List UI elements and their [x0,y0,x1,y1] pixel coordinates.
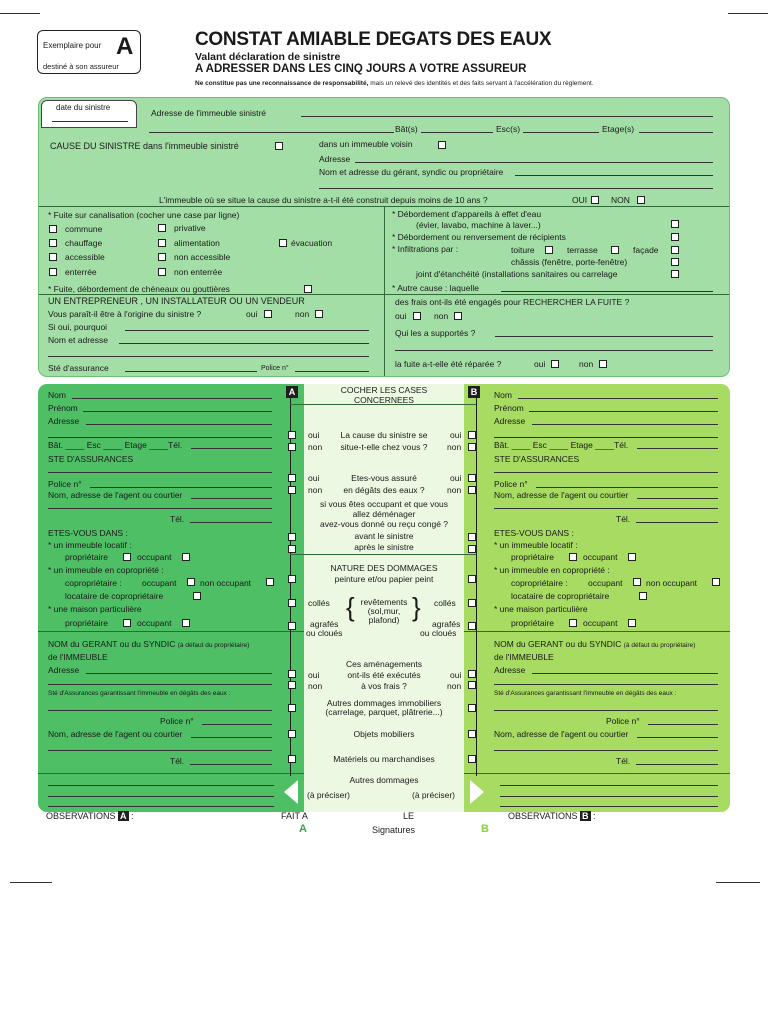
tel-field-2[interactable] [636,522,718,523]
gerant-agent-field[interactable] [191,737,272,738]
copro-occupant-checkbox[interactable] [633,578,641,586]
debord-rec-label: * Débordement ou renversement de récipients [392,232,566,242]
signature-a[interactable]: A [299,823,307,835]
ste-immeuble-field[interactable] [494,710,718,711]
date-field[interactable] [52,121,128,122]
infiltr-label: * Infiltrations par : [392,244,459,254]
ste-label: STE D'ASSURANCES [494,454,580,464]
origine-non-checkbox[interactable] [315,310,323,318]
supportes-label: Qui les a supportés ? [395,328,476,338]
agrafes-b-checkbox[interactable] [468,622,476,630]
observations-a-label: OBSERVATIONS A : [46,811,134,821]
non-occupant-checkbox[interactable] [712,578,720,586]
nom-label: Nom [494,390,512,400]
non-enterree-label: non enterrée [174,267,223,277]
q1-a-oui-checkbox[interactable] [288,431,296,439]
q1-a-oui: oui [308,430,320,440]
gerant-police-label: Police n° [160,716,194,726]
bat-field[interactable] [421,132,493,133]
proprietaire-label: propriétaire [65,552,108,562]
voisin-checkbox[interactable] [438,141,446,149]
q3-line2: allez déménager [352,509,416,519]
frais-non: non [434,311,449,321]
objets-label: Objets mobiliers [353,729,415,739]
gerant-tel-field[interactable] [190,764,272,765]
amen-a-non-checkbox[interactable] [288,681,296,689]
reparee-oui-checkbox[interactable] [551,360,559,368]
etes-label: ETES-VOUS DANS : [48,528,128,538]
concernees-label: CONCERNEES [354,395,414,405]
cause-here-checkbox[interactable] [275,142,283,150]
frais-oui: oui [395,311,407,321]
locatif-label: * un immeuble locatif : [48,540,132,550]
peinture-label: peinture et/ou papier peint [334,574,434,584]
revet-2: (sol,mur, [367,606,401,616]
coproprietaire-label: copropriétaire : [65,578,122,588]
enterree-checkbox[interactable] [49,268,57,276]
letter-b-box: B [468,386,480,398]
q2-b-oui: oui [450,473,462,483]
amen-1: Ces aménagements [345,659,423,669]
maison-proprietaire-checkbox[interactable] [569,619,577,627]
construit-oui: OUI [572,195,588,205]
prenom-field[interactable] [529,411,718,412]
copy-label: Exemplaire pour [43,41,102,50]
occupant-checkbox[interactable] [182,553,190,561]
q1-b-non-checkbox[interactable] [468,443,476,451]
origine-label: Vous paraît-il être à l'origine du sinistre ? [48,309,202,319]
questions-fields [288,384,478,812]
q3-line1: si vous êtes occupant et que vous [319,499,449,509]
q2-a-oui-checkbox[interactable] [288,474,296,482]
brace-left: { [346,592,355,622]
non-accessible-checkbox[interactable] [158,253,166,261]
amen-3: à vos frais ? [361,681,407,691]
nature-label: NATURE DES DOMMAGES [330,563,438,573]
arrow-left-icon [284,780,298,804]
copy-dest: destiné à son assureur [43,62,119,71]
materiels-b-checkbox[interactable] [468,755,476,763]
signature-b[interactable]: B [481,823,489,835]
gerant-agent-label: Nom, adresse de l'agent ou courtier [48,729,183,739]
agent-field[interactable] [191,498,272,499]
locataire-checkbox[interactable] [193,592,201,600]
q1-b-non: non [447,442,462,452]
bat-label: Bât. ____ Esc ____ Etage ____Tél. [494,440,629,450]
agrafes-b: agrafés [432,619,461,629]
cocher-label: COCHER LES CASES [340,385,428,395]
gerant-police-label: Police n° [606,716,640,726]
bat-label: Bât. ____ Esc ____ Etage ____Tél. [48,440,183,450]
agrafes-a-checkbox[interactable] [288,622,296,630]
peinture-a-checkbox[interactable] [288,575,296,583]
immeuble-label: de l'IMMEUBLE [494,652,554,662]
copro-label: * un immeuble en copropriété : [48,565,164,575]
sinistre-section [38,97,730,377]
adresse-label: Adresse [494,416,526,426]
q2-a-non: non [308,485,323,495]
police-label: Police n° [48,479,82,489]
q1-b-oui: oui [450,430,462,440]
observations-field-2[interactable] [48,796,274,797]
nom-field[interactable] [518,398,718,399]
amen-b-oui: oui [450,670,462,680]
copro-occupant-label: occupant [588,578,623,588]
nom-adresse-label: Nom et adresse [48,335,108,345]
gerant-adresse-field[interactable] [532,673,718,674]
construit-label: L'immeuble où se situe la cause du sinistre a-t-il été construit depuis moins de 10 ans ? [159,195,488,205]
colles-a-checkbox[interactable] [288,599,296,607]
non-accessible-label: non accessible [174,252,231,262]
autre-label: * Autre cause : laquelle [392,283,479,293]
copro-occupant-checkbox[interactable] [187,578,195,586]
cause-label: CAUSE DU SINISTRE dans l'immeuble sinistré [50,141,239,151]
gerant-police-field[interactable] [202,724,272,725]
reparee-oui: oui [534,359,546,369]
bat-label: Bât(s) [395,124,418,134]
prenom-label: Prénom [48,403,78,413]
le-label: LE [403,811,415,821]
non-occupant-checkbox[interactable] [266,578,274,586]
ste-field[interactable] [125,371,257,372]
gerant-adresse-field-2[interactable] [494,684,718,685]
proprietaire-checkbox[interactable] [123,553,131,561]
gerant-agent-label: Nom, adresse de l'agent ou courtier [494,729,629,739]
colles-b: collés [434,598,456,608]
chauffage-checkbox[interactable] [49,239,57,247]
q2-line2: en dégâts des eaux ? [343,485,425,495]
debord-label: * Débordement d'appareils à effet d'eau [392,209,542,219]
origine-oui: oui [246,309,258,319]
autres-label: Autres dommages [349,775,419,785]
proprietaire-checkbox[interactable] [569,553,577,561]
immo-2: (carrelage, parquet, plâtrerie...) [325,707,443,717]
prenom-field[interactable] [83,411,272,412]
amen-b-non-checkbox[interactable] [468,681,476,689]
objets-b-checkbox[interactable] [468,730,476,738]
construit-oui-checkbox[interactable] [591,196,599,204]
chauffage-label: chauffage [65,238,103,248]
maison-label: * une maison particulière [48,604,142,614]
locataire-label: locataire de copropriétaire [511,591,610,601]
fuite-chen-label: * Fuite, débordement de chéneaux ou gouttières [48,284,230,294]
etage-label: Etage(s) [602,124,635,134]
gerant-label: NOM du GERANT ou du SYNDIC (à défaut du propriétaire) [48,639,250,649]
etes-label: ETES-VOUS DANS : [494,528,574,538]
nom-adresse-field[interactable] [119,343,369,344]
tel-label: Tél. [170,514,185,524]
agrafes-a: agrafés [310,619,339,629]
ste-immeuble-field[interactable] [48,710,272,711]
enterree-label: enterrée [65,267,97,277]
agent-label: Nom, adresse de l'agent ou courtier [494,490,629,500]
preciser-b: (à préciser) [412,790,455,800]
amen-b-non: non [447,681,462,691]
avant-label: avant le sinistre [354,531,414,541]
maison-proprietaire-label: propriétaire [511,618,554,628]
signatures-label: Signatures [372,825,416,835]
occupant-label: occupant [137,552,172,562]
debord-example: (évier, lavabo, machine à laver...) [416,220,541,230]
adresse-field[interactable] [532,424,718,425]
arrow-right-icon [470,780,484,804]
alimentation-label: alimentation [174,238,220,248]
observations-field-1[interactable] [500,785,718,786]
nom-adresse-field-2[interactable] [48,356,369,357]
agent-field[interactable] [637,498,718,499]
non-occupant-label: non occupant [646,578,698,588]
preciser-a: (à préciser) [307,790,350,800]
adresse-field[interactable] [301,116,713,117]
maison-occupant-label: occupant [583,618,618,628]
locatif-label: * un immeuble locatif : [494,540,578,550]
origine-oui-checkbox[interactable] [264,310,272,318]
nom-label: Nom [48,390,66,400]
q3-line3: avez-vous donné ou reçu congé ? [319,519,449,529]
proprietaire-label: propriétaire [511,552,554,562]
apres-a-checkbox[interactable] [288,545,296,553]
tel-field[interactable] [637,448,718,449]
gerant-agent-field-2[interactable] [494,750,718,751]
party-b-fields [484,384,730,812]
adresse2-field[interactable] [355,162,713,163]
chassis-label: châssis (fenêtre, porte-fenêtre) [511,257,628,267]
agent-field-2[interactable] [48,508,272,509]
nom-gerant-field-2[interactable] [319,188,713,189]
gerant-tel-field[interactable] [636,764,718,765]
q2-b-oui-checkbox[interactable] [468,474,476,482]
ste-label: Sté d'assurance [48,363,109,373]
q1-a-non: non [308,442,323,452]
maison-occupant-label: occupant [137,618,172,628]
q2-a-oui: oui [308,473,320,483]
materiels-a-checkbox[interactable] [288,755,296,763]
gerant-tel-label: Tél. [616,756,631,766]
materiels-label: Matériels ou marchandises [333,754,435,764]
adresse2-label: Adresse [319,154,351,164]
privative-label: privative [174,223,206,233]
maison-proprietaire-label: propriétaire [65,618,108,628]
brace-right: } [412,592,421,622]
commune-checkbox[interactable] [49,225,57,233]
apres-b-checkbox[interactable] [468,545,476,553]
observations-field-3[interactable] [500,806,718,807]
fuite-canal-label: * Fuite sur canalisation (cocher une case par ligne) [48,210,240,220]
police-field[interactable] [536,487,718,488]
gerant-adresse-label: Adresse [494,665,526,675]
copro-label: * un immeuble en copropriété : [494,565,610,575]
joint-label: joint d'étanchéité (installations sanitaires ou carrelage [416,269,618,279]
facade-checkbox[interactable] [671,246,679,254]
police-field[interactable] [90,487,272,488]
gerant-police-field[interactable] [648,724,718,725]
gerant-agent-field[interactable] [637,737,718,738]
evacuation-checkbox[interactable] [279,239,287,247]
frais-oui-checkbox[interactable] [413,312,421,320]
adresse-field[interactable] [86,424,272,425]
revet-3: plafond) [368,615,400,625]
objets-a-checkbox[interactable] [288,730,296,738]
non-occupant-label: non occupant [200,578,252,588]
locataire-label: locataire de copropriétaire [65,591,164,601]
accessible-label: accessible [65,252,105,262]
occupant-checkbox[interactable] [628,553,636,561]
construit-non-checkbox[interactable] [637,196,645,204]
debord-rec-checkbox[interactable] [671,233,679,241]
gerant-adresse-field-2[interactable] [48,684,272,685]
terrasse-label: terrasse [567,245,598,255]
ste-label: STE D'ASSURANCES [48,454,134,464]
amen-b-oui-checkbox[interactable] [468,670,476,678]
date-label: date du sinistre [56,103,111,112]
supportes-field[interactable] [495,336,713,337]
frais-non-checkbox[interactable] [454,312,462,320]
esc-label: Esc(s) [496,124,521,134]
colles-b-checkbox[interactable] [468,599,476,607]
ste-field[interactable] [494,472,718,473]
tel-field-2[interactable] [190,522,272,523]
adresse-label: Adresse [48,416,80,426]
q1-line2: situe-t-elle chez vous ? [340,442,428,452]
observations-field-3[interactable] [48,806,274,807]
q2-a-non-checkbox[interactable] [288,486,296,494]
avant-a-checkbox[interactable] [288,533,296,541]
voisin-label: dans un immeuble voisin [319,139,413,149]
nom-field[interactable] [72,398,272,399]
page-title: CONSTAT AMIABLE DEGATS DES EAUX [195,29,552,50]
debord-checkbox[interactable] [671,220,679,228]
evacuation-label: évacuation [291,238,333,248]
facade-label: façade [633,245,659,255]
nom-gerant-field[interactable] [515,175,713,176]
terrasse-checkbox[interactable] [611,246,619,254]
subtitle-2: A ADRESSER DANS LES CINQ JOURS A VOTRE ASSUREUR [195,63,527,75]
adresse-field-2[interactable] [149,132,394,133]
letter-a-box: A [286,386,298,398]
subtitle: Valant déclaration de sinistre [195,51,341,63]
copy-box [37,30,141,74]
cloues-b: ou cloués [420,628,457,638]
q1-b-oui-checkbox[interactable] [468,431,476,439]
immo-b-checkbox[interactable] [468,704,476,712]
fuite-chen-checkbox[interactable] [304,285,312,293]
ste-immeuble-label: Sté d'Assurances garantissant l'immeuble en dégâts des eaux : [494,690,677,697]
joint-checkbox[interactable] [671,270,679,278]
adresse-field-2[interactable] [48,437,272,438]
chassis-checkbox[interactable] [671,258,679,266]
reparee-non: non [579,359,594,369]
tel-label: Tél. [616,514,631,524]
adresse-label: Adresse de l'immeuble sinistré [151,108,267,118]
privative-checkbox[interactable] [158,224,166,232]
prenom-label: Prénom [494,403,524,413]
entrepreneur-label: UN ENTREPRENEUR , UN INSTALLATEUR OU UN VENDEUR [48,296,305,306]
police-label: Police n° [494,479,528,489]
immeuble-label: de l'IMMEUBLE [48,652,108,662]
q2-line1: Etes-vous assuré [351,473,417,483]
construit-non: NON [611,195,630,205]
q2-b-non: non [447,485,462,495]
alimentation-checkbox[interactable] [158,239,166,247]
toiture-label: toiture [511,245,535,255]
tel-field[interactable] [191,448,272,449]
observations-field-1[interactable] [48,785,274,786]
agent-label: Nom, adresse de l'agent ou courtier [48,490,183,500]
gerant-label: NOM du GERANT ou du SYNDIC (à défaut du propriétaire) [494,639,696,649]
reparee-label: la fuite a-t-elle été réparée ? [395,359,502,369]
revet-1: revêtements [360,597,408,607]
date-box [41,100,137,128]
toiture-checkbox[interactable] [545,246,553,254]
amen-2: ont-ils été exécutés [347,670,421,680]
immo-1: Autres dommages immobiliers [326,698,442,708]
party-a-fields [38,384,304,812]
coproprietaire-label: copropriétaire : [511,578,568,588]
avant-b-checkbox[interactable] [468,533,476,541]
autre-field[interactable] [501,291,713,292]
gerant-tel-label: Tél. [170,756,185,766]
observations-b-label: OBSERVATIONS B : [508,811,596,821]
maison-proprietaire-checkbox[interactable] [123,619,131,627]
q1-a-non-checkbox[interactable] [288,443,296,451]
adresse-field-2[interactable] [494,437,718,438]
observations-field-2[interactable] [500,796,718,797]
esc-field[interactable] [523,132,599,133]
maison-label: * une maison particulière [494,604,588,614]
reparee-non-checkbox[interactable] [599,360,607,368]
police-field[interactable] [295,371,369,372]
pourquoi-field[interactable] [125,330,369,331]
fait-a-label: FAIT A [281,811,308,821]
frais-label: des frais ont-ils été engagés pour RECHERCHER LA FUITE ? [395,297,630,307]
occupant-label: occupant [583,552,618,562]
immo-a-checkbox[interactable] [288,704,296,712]
accessible-checkbox[interactable] [49,253,57,261]
note: Ne constitue pas une reconnaissance de responsabilité, mais un relevé des identités et des faits servant à l'accélération du règlement. [195,80,594,87]
cloues-a: ou cloués [306,628,343,638]
maison-occupant-checkbox[interactable] [628,619,636,627]
amen-a-oui-checkbox[interactable] [288,670,296,678]
amen-a-non: non [308,681,323,691]
nom-gerant-label: Nom et adresse du gérant, syndic ou propriétaire [319,167,504,177]
amen-a-oui: oui [308,670,320,680]
copro-occupant-label: occupant [142,578,177,588]
gerant-agent-field-2[interactable] [48,750,272,751]
commune-label: commune [65,224,103,234]
peinture-b-checkbox[interactable] [468,575,476,583]
gerant-adresse-field[interactable] [86,673,272,674]
locataire-checkbox[interactable] [639,592,647,600]
maison-occupant-checkbox[interactable] [182,619,190,627]
non-enterree-checkbox[interactable] [158,268,166,276]
supportes-field-2[interactable] [395,350,713,351]
etage-field[interactable] [639,132,713,133]
pourquoi-label: Si oui, pourquoi [48,322,108,332]
ste-field[interactable] [48,472,272,473]
colles-a: collés [308,598,330,608]
police-label: Police n° [261,365,289,372]
agent-field-2[interactable] [494,508,718,509]
apres-label: après le sinistre [354,542,414,552]
q1-line1: La cause du sinistre se [340,430,428,440]
gerant-adresse-label: Adresse [48,665,80,675]
origine-non: non [295,309,310,319]
ste-immeuble-label: Sté d'Assurances garantissant l'immeuble en dégâts des eaux : [48,690,231,697]
copy-letter: A [116,33,134,60]
q2-b-non-checkbox[interactable] [468,486,476,494]
